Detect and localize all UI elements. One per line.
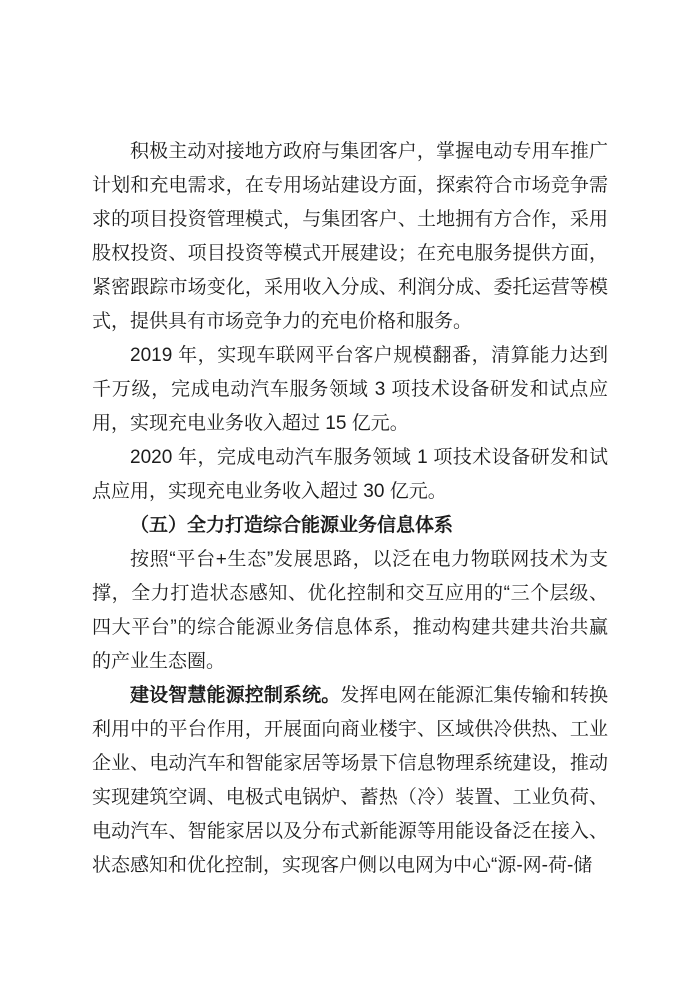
paragraph-2019-targets: 2019 年，实现车联网平台客户规模翻番，清算能力达到千万级，完成电动汽车服务领域 3 项技术设备研发和试点应用，实现充电业务收入超过 15 亿元。 <box>92 345 608 434</box>
section-heading-five: （五）全力打造综合能源业务信息体系 <box>130 515 454 536</box>
paragraph-charging-business: 积极主动对接地方政府与集团客户，掌握电动专用车推广计划和充电需求，在专用场站建设方面，探索符合市场竞争需求的项目投资管理模式，与集团客户、土地拥有方合作，采用股权投资、项目投资等模式开展建设；在充电服务提供方面，紧密跟踪市场变化，采用收入分成、利润分成、委托运营等模式，提供具有市场竞争力的充电价格和服务。 <box>92 141 608 332</box>
paragraph-2020-targets: 2020 年，完成电动汽车服务领域 1 项技术设备研发和试点应用，实现充电业务收入超过 30 亿元。 <box>92 447 608 502</box>
bold-lead-smart-energy: 建设智慧能源控制系统。 <box>130 685 341 706</box>
document-content <box>92 135 608 883</box>
paragraph-platform-ecosystem: 按照“平台+生态”发展思路，以泛在电力物联网技术为支撑，全力打造状态感知、优化控制和交互应用的“三个层级、四大平台”的综合能源业务信息体系，推动构建共建共治共赢的产业生态圈。 <box>92 549 608 672</box>
paragraph-text: 发挥电网在能源汇集传输和转换利用中的平台作用，开展面向商业楼宇、区域供冷供热、工业企业、电动汽车和智能家居等场景下信息物理系统建设，推动实现建筑空调、电极式电锅炉、蓄热（冷）装置、工业负荷、电动汽车、智能家居以及分布式新能源等用能设备泛在接入、状态感知和优化控制，实现客户侧以电网为中心“源-网-荷-储 <box>92 685 608 876</box>
paragraph-smart-energy-control <box>92 679 608 883</box>
